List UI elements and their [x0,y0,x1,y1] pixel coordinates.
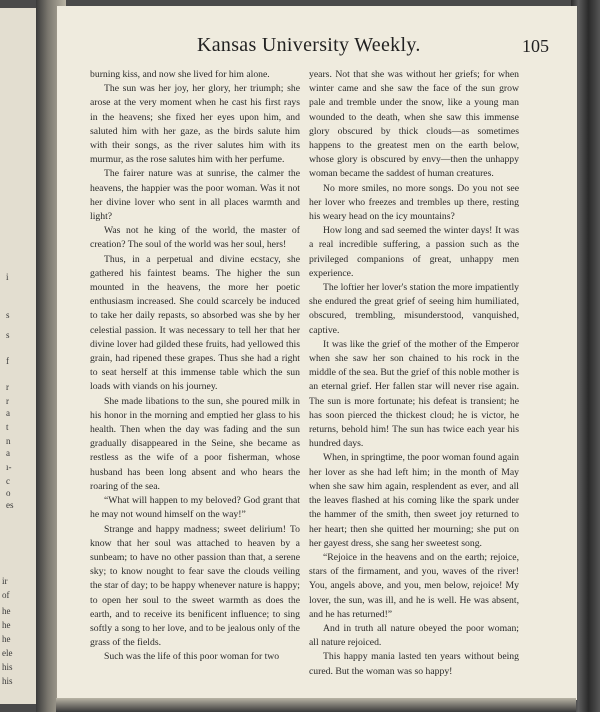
fragment: he [2,606,11,616]
paragraph: Such was the life of this poor woman for two [104,651,280,663]
fragment: s [6,330,10,340]
fragment: r [6,396,9,406]
fragment: ele [2,648,13,658]
fragment: t [6,422,9,432]
paragraph: She made libations to the sun, she poured milk in his honor in the morning and emptied her glass to his health. Then when the day was fading and the sun gradually disappeared in the Seine, she became as restless as the wife of a poor fisherman, whose husband has been long absent and who hears the roaring of the sea. [90,395,300,492]
paragraph: The loftier her lover's station the more impatiently she endured the great grief of seeing him humiliated, obscured, trembling, misunderstood, vanquished, captive. [309,282,519,336]
paragraph: It was like the grief of the mother of the Emperor when she saw her son chained to his rock in the middle of the sea. But the grief of this noble mother is an eternal grief. Her fallen star will never rise again. The sun is more fortunate; his defeat is transient; he has soon pierced the thickest cloud; he is victor, he returns, behold him! The sun has twice each year his hundred days. [309,338,519,450]
fragment: his [2,676,13,686]
fragment: ir [2,576,8,586]
fragment: he [2,620,11,630]
fragment: of [2,590,10,600]
publication-title: Kansas University Weekly. [197,34,421,56]
paragraph: The fairer nature was at sunrise, the calmer the heavens, the happier was the poor woman. Was it not her divine lover who sent in all places warmth and light? [90,168,300,223]
paragraph: Was not he king of the world, the master of creation? The soul of the world was her soul, hers! [90,225,300,251]
fragment: n [6,436,11,446]
fragment: his [2,662,13,672]
fragment: es [6,500,14,510]
text-column-left [90,68,300,665]
text-column-right [309,68,519,679]
paragraph: When, in springtime, the poor woman found again her lover as she had left him; in the month of May when she saw him again, resplendent as ever, and all the leaves flashed at his coming like the spark under the hammer of the smith, then sweet joy returned to her heart; then she quitted her mourning; she put on her gayest dress, she sang her sweetest song. [309,452,519,549]
fragment: c [6,476,10,486]
paragraph: “Rejoice in the heavens and on the earth; rejoice, stars of the firmament, and you, waves of the river! You, angels above, and you, men below, rejoice! My lover, the sun, was ill, and he is well. He was absent, and he has returned!” [309,551,519,620]
fragment: a [6,448,10,458]
fragment: ı- [6,462,12,472]
fragment: f [6,356,9,366]
paragraph: This happy mania lasted ten years without being cured. But the woman was so happy! [309,651,519,677]
fragment: i [6,272,9,282]
page-header [57,34,577,62]
fragment: r [6,382,9,392]
fragment: o [6,488,11,498]
paragraph: The sun was her joy, her glory, her triumph; she arose at the very moment when he cast his first rays in the heavens; she fixed her eyes upon him, and saluted him with her gaze, as the birds salute him with their songs, as the river salutes him with its murmur, as the rose salutes him with her perfume. [90,83,300,166]
page-bottom-shadow [56,698,576,712]
fragment: he [2,634,11,644]
paragraph: Thus, in a perpetual and divine ecstacy, she gathered his faintest beams. The higher the sun mounted in the heavens, the more her poetic enthusiasm increased. She could scarcely be induced to take her daily repasts, so absorbed was she by her celestial passion. It was necessary to tell her that her divine lover had gilded these fruits, had yellowed this grain, had ripened these grapes. Thus she had a right to seat herself at this immense table which the sun loads with viands on his journey. [90,253,300,393]
paragraph: Strange and happy madness; sweet delirium! To know that her soul was attached to heaven by a sunbeam; to have no other passion than that, a serene sky; to know nought to fear save the clouds veiling the star of day; to be happy whenever nature is happy; to open her soul to the sweet warmth as does the earth, and to receive its benificent influence; to sing softly a song to her love, and to be jealous only of the grass of the fields. [90,523,300,649]
page [56,6,577,700]
page-number: 105 [522,36,549,56]
paragraph: “What will happen to my beloved? God grant that he may not wound himself on the way!” [90,495,300,521]
paragraph: years. Not that she was without her griefs; for when winter came and she saw the face of the sun grow pale and tremble under the snow, like a young man wounded to the death, when she saw this immense glory obscured by thick clouds—as sometimes happens to the greatest men on the earth below, whose glory is obscured by envy—then the unhappy woman became the saddest of human creatures. [309,69,519,180]
fragment: a [6,408,10,418]
paragraph: And in truth all nature obeyed the poor woman; all nature rejoiced. [309,622,519,649]
paragraph: No more smiles, no more songs. Do you not see her lover who freezes and trembles up there, resting his weary head on the icy mountains? [309,182,519,223]
paragraph: burning kiss, and now she lived for him alone. [90,69,270,80]
fragment: s [6,310,10,320]
paragraph: How long and sad seemed the winter days! It was a real incredible suffering, a passion such as the privileged companions of great, unhappy men experience. [309,225,519,279]
